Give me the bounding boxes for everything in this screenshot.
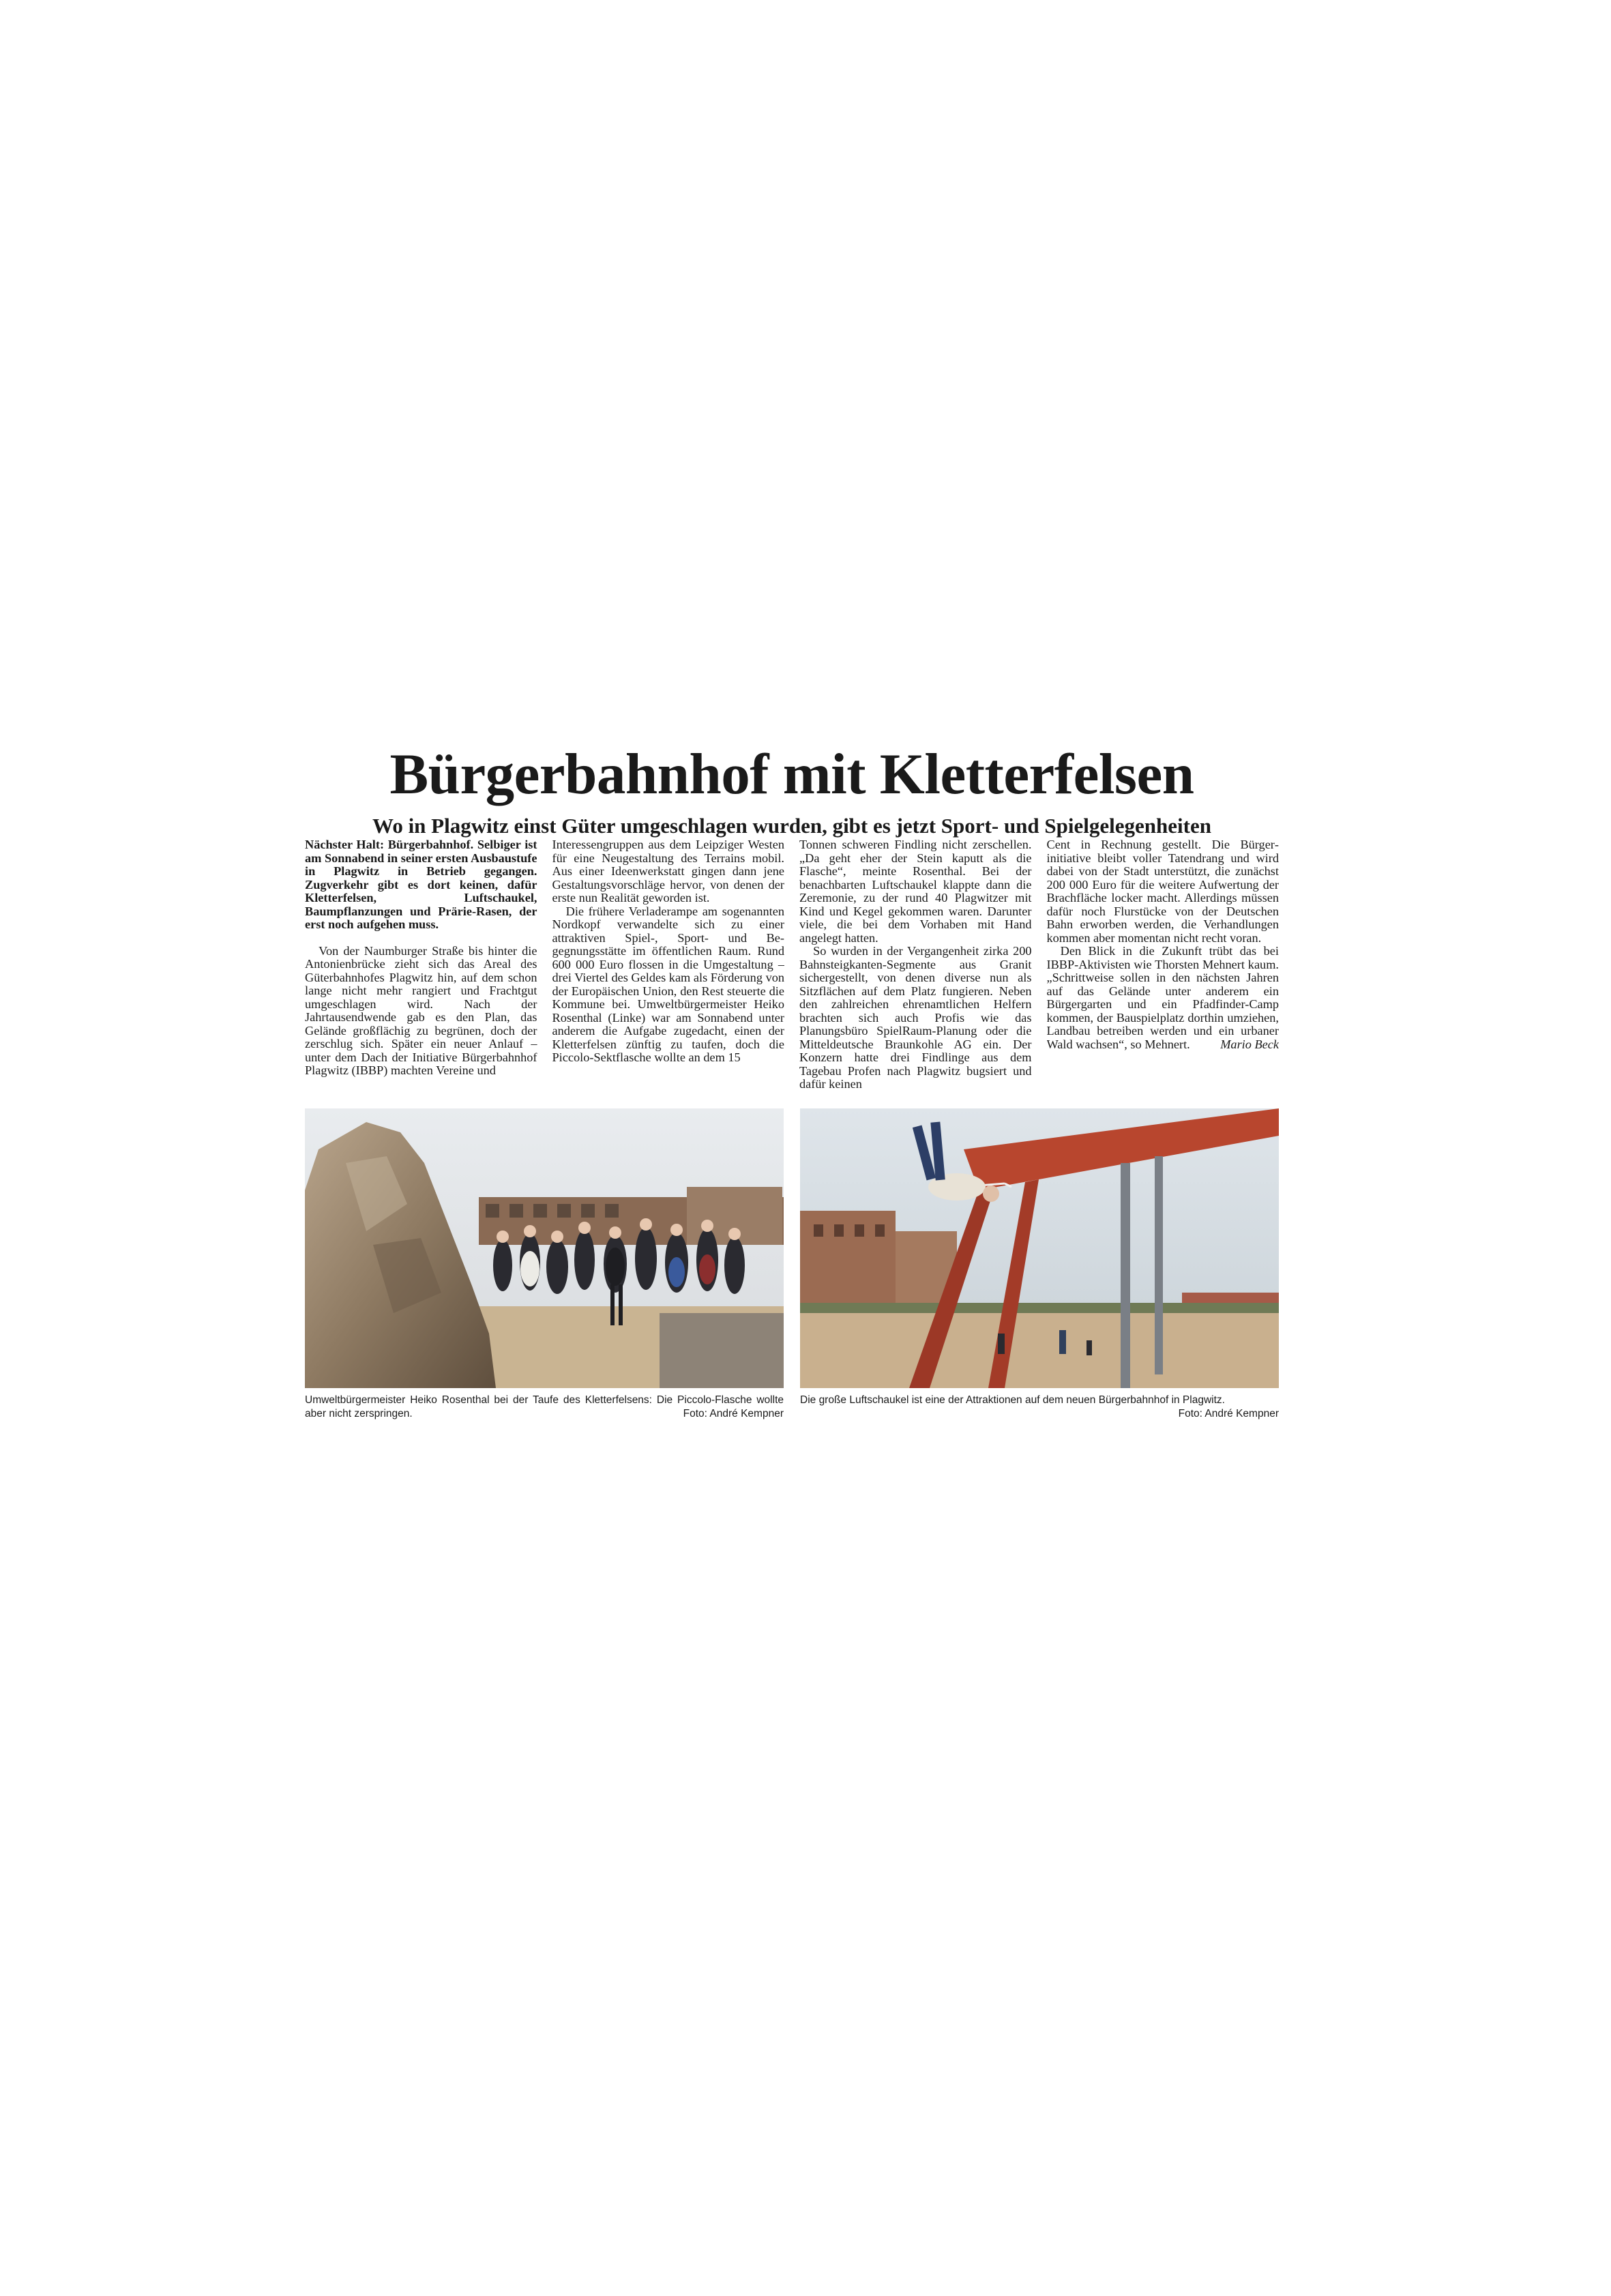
photo-climbing-rock bbox=[305, 1108, 784, 1388]
body-paragraph: So wurden in der Vergangenheit zirka 200 Bahnsteigkanten-Segmente aus Granit sichergestellt, von denen diverse nun als Sitzflächen auf dem Platz fungieren. Neben den zahlreichen ehrenamtlichen Helfern brachten sich auch Profis wie das Planungsbüro SpielRaum-Planung oder die Mitteldeutsche Braunkohle AG ein. Der Konzern hatte drei Findlinge aus dem Tagebau Profen nach Plagwitz bugsiert und dafür keinen bbox=[799, 944, 1032, 1091]
body-paragraph: Tonnen schweren Findling nicht zerschellen. „Da geht eher der Stein kaputt als die Flasche“, meinte Rosenthal. Bei der benachbarten Luftschaukel klappte dann die Zeremonie, zu der rund 40 Plagwitzer mit Kind und Kegel gekommen waren. Darunter viele, die bei dem Vorhaben mit Hand angelegt hatten. bbox=[799, 838, 1032, 945]
photo-caption bbox=[800, 1394, 1279, 1421]
photo-air-swing bbox=[800, 1108, 1279, 1388]
article-headline: Bürgerbahnhof mit Kletterfelsen bbox=[389, 742, 1194, 806]
article-subheadline: Wo in Plagwitz einst Güter umgeschlagen wurden, gibt es jetzt Sport- und Spielgelegenheiten bbox=[372, 814, 1211, 838]
caption-text: Umweltbürgermeister Heiko Rosenthal bei der Taufe des Kletterfelsens: Die Piccolo-Flasche wollte aber nicht zerspringen. bbox=[305, 1394, 784, 1419]
lead-paragraph: Nächster Halt: Bürgerbahnhof. Selbiger ist am Sonnabend in seiner ersten Ausbaustufe in Plagwitz in Betrieb gegangen. Zugverkehr gibt es dort keinen, dafür Kletterfelsen, Luftschaukel, Baumpflanzungen und Prärie-Rasen, der erst noch aufgehen muss. bbox=[305, 838, 537, 931]
byline: Mario Beck bbox=[1220, 1037, 1279, 1051]
caption-text: Die große Luftschaukel ist eine der Attraktionen auf dem neuen Bürgerbahnhof in Plagwitz. bbox=[800, 1394, 1225, 1406]
body-paragraph: Die frühere Verladerampe am sogenannten Nordkopf verwandelte sich zu einer attraktiven Spiel-, Sport- und Begegnungsstätte im öffentlichen Raum. Rund 600 000 Euro flossen in die Umgestaltung – drei Viertel des Geldes kam als Förderung von der Europäischen Union, den Rest steuerte die Kommune bei. Umweltbürgermeister Heiko Rosenthal (Linke) war am Sonnabend unter anderem die Aufgabe zugedacht, einen der Kletterfelsen zünftig zu taufen, doch die Piccolo-Sektflasche wollte an dem 15 bbox=[552, 904, 784, 1064]
body-paragraph: Cent in Rechnung gestellt. Die Bürgerinitiative bleibt voller Tatendrang und wird dabei von der Stadt unterstützt, die zunächst 200 000 Euro für die weitere Aufwertung der Brachfläche locker macht. Allerdings müssen dafür noch Flurstücke von der Deutschen Bahn erworben werden, die Verhandlungen kommen aber momentan nicht recht voran. bbox=[1046, 838, 1279, 945]
newspaper-article bbox=[305, 740, 1279, 1453]
body-paragraph: Interessengruppen aus dem Leipziger Westen für eine Neugestaltung des Terrains mobil. Aus einer Ideenwerkstatt gingen dann jene Gestaltungsvorschläge hervor, von denen der erste nun Realität geworden ist. bbox=[552, 838, 784, 904]
body-paragraph: Von der Naumburger Straße bis hinter die Antonienbrücke zieht sich das Areal des Güterbahnhofes Plagwitz hin, auf dem schon lange nicht mehr rangiert und Frachtgut umgeschlagen wird. Nach der Jahrtausendwende gab es den Plan, das Gelände großflächig zu begrünen, doch der zerschlug sich. Später ein neuer Anlauf – unter dem Dach der Initiative Bürgerbahnhof Plagwitz (IBBP) machten Vereine und bbox=[305, 943, 537, 1077]
photo-credit: Foto: André Kempner bbox=[1178, 1408, 1279, 1419]
body-paragraph: Den Blick in die Zukunft trübt das bei IBBP-Aktivisten wie Thorsten Mehnert kaum. „Schrittweise sollen in den nächsten Jahren auf das Gelände unter anderem ein Bürgergarten und ein Pfadfinder-Camp kommen, der Bauspielplatz dorthin umziehen, Landbau betreiben werden und ein urbaner Wald wachsen“, so Mehnert. bbox=[1046, 944, 1279, 1051]
photo-credit: Foto: André Kempner bbox=[683, 1408, 784, 1419]
photo-caption bbox=[305, 1394, 784, 1421]
